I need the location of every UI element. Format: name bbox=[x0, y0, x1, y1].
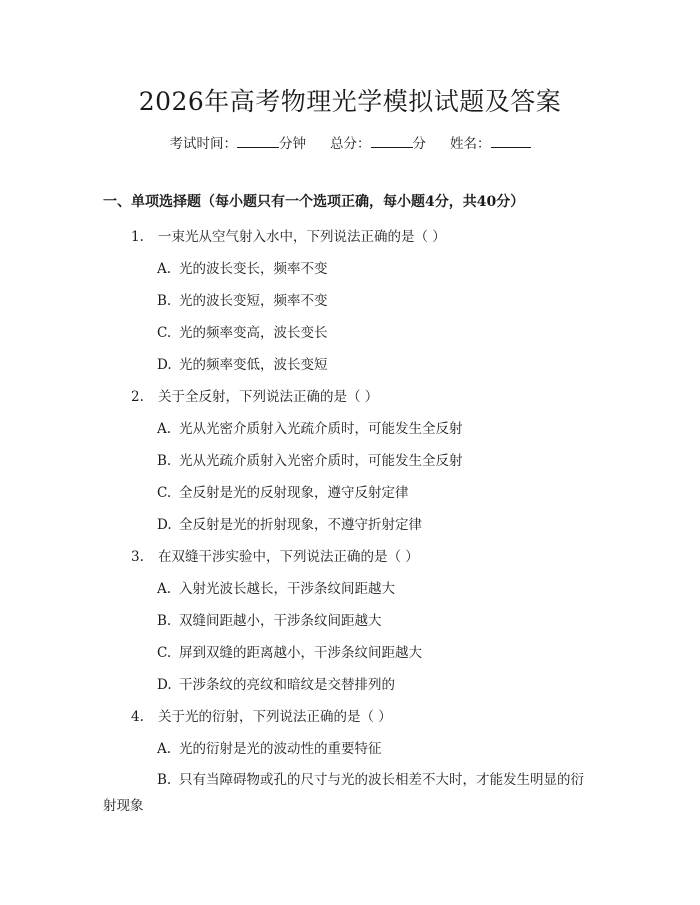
option-letter: B. bbox=[157, 293, 172, 309]
exam-time-field bbox=[170, 132, 307, 152]
option-text: 双缝间距越小，干涉条纹间距越大 bbox=[179, 613, 382, 629]
option-text: 入射光波长越长，干涉条纹间距越大 bbox=[179, 581, 395, 597]
option-4b bbox=[157, 768, 584, 788]
question-number: 1. bbox=[131, 229, 144, 245]
question-4 bbox=[131, 705, 392, 725]
option-text: 光的波长变短，频率不变 bbox=[179, 293, 328, 309]
option-text: 光的波长变长，频率不变 bbox=[179, 261, 328, 277]
question-text: 一束光从空气射入水中，下列说法正确的是（ ） bbox=[158, 229, 446, 245]
option-text: 只有当障碍物或孔的尺寸与光的波长相差不大时，才能发生明显的衍 bbox=[179, 772, 584, 788]
option-3a bbox=[157, 577, 395, 597]
option-letter: B. bbox=[157, 453, 172, 469]
question-text: 在双缝干涉实验中，下列说法正确的是（ ） bbox=[158, 549, 419, 565]
option-letter: C. bbox=[157, 645, 172, 661]
option-3c bbox=[157, 641, 422, 661]
option-2b bbox=[157, 449, 463, 469]
option-4a bbox=[157, 737, 382, 757]
exam-info-row bbox=[0, 132, 700, 152]
question-number: 2. bbox=[131, 389, 144, 405]
option-letter: B. bbox=[157, 613, 172, 629]
total-score-blank bbox=[371, 133, 413, 148]
option-2a bbox=[157, 417, 463, 437]
option-text: 全反射是光的折射现象，不遵守折射定律 bbox=[179, 517, 422, 533]
question-text: 关于全反射，下列说法正确的是（ ） bbox=[158, 389, 379, 405]
option-1a bbox=[157, 257, 328, 277]
name-blank bbox=[491, 133, 531, 148]
option-letter: D. bbox=[157, 357, 172, 373]
question-text: 关于光的衍射，下列说法正确的是（ ） bbox=[158, 709, 392, 725]
total-score-unit: 分 bbox=[412, 136, 426, 152]
name-field bbox=[450, 132, 531, 152]
option-letter: B. bbox=[157, 772, 172, 788]
option-3d bbox=[157, 673, 395, 693]
total-score-label: 总分： bbox=[330, 136, 371, 152]
option-letter: C. bbox=[157, 325, 172, 341]
option-1d bbox=[157, 353, 328, 373]
exam-time-blank bbox=[237, 133, 279, 148]
option-text: 全反射是光的反射现象，遵守反射定律 bbox=[179, 485, 409, 501]
option-letter: D. bbox=[157, 517, 172, 533]
option-2d bbox=[157, 513, 422, 533]
option-2c bbox=[157, 481, 409, 501]
question-3 bbox=[131, 545, 419, 565]
option-text: 光从光密介质射入光疏介质时，可能发生全反射 bbox=[179, 421, 463, 437]
option-text: 屏到双缝的距离越小，干涉条纹间距越大 bbox=[179, 645, 422, 661]
name-label: 姓名： bbox=[450, 136, 491, 152]
page-title: 2026年高考物理光学模拟试题及答案 bbox=[138, 87, 562, 116]
section-heading: 一、单项选择题（每小题只有一个选项正确，每小题4分，共40分） bbox=[103, 194, 525, 210]
option-3b bbox=[157, 609, 382, 629]
question-number: 4. bbox=[131, 709, 144, 725]
option-text: 光的衍射是光的波动性的重要特征 bbox=[179, 741, 382, 757]
option-1c bbox=[157, 321, 328, 341]
exam-time-unit: 分钟 bbox=[279, 136, 306, 152]
option-letter: D. bbox=[157, 677, 172, 693]
total-score-field bbox=[330, 132, 426, 152]
option-1b bbox=[157, 289, 328, 309]
option-4b-continuation: 射现象 bbox=[103, 798, 144, 814]
option-letter: A. bbox=[157, 581, 172, 597]
option-letter: C. bbox=[157, 485, 172, 501]
option-text: 光从光疏介质射入光密介质时，可能发生全反射 bbox=[179, 453, 463, 469]
option-letter: A. bbox=[157, 261, 172, 277]
option-text: 光的频率变低，波长变短 bbox=[179, 357, 328, 373]
option-letter: A. bbox=[157, 421, 172, 437]
question-number: 3. bbox=[131, 549, 144, 565]
option-text: 干涉条纹的亮纹和暗纹是交替排列的 bbox=[179, 677, 395, 693]
question-1 bbox=[131, 225, 446, 245]
option-letter: A. bbox=[157, 741, 172, 757]
exam-time-label: 考试时间： bbox=[169, 136, 237, 152]
option-text: 光的频率变高，波长变长 bbox=[179, 325, 328, 341]
question-2 bbox=[131, 385, 378, 405]
